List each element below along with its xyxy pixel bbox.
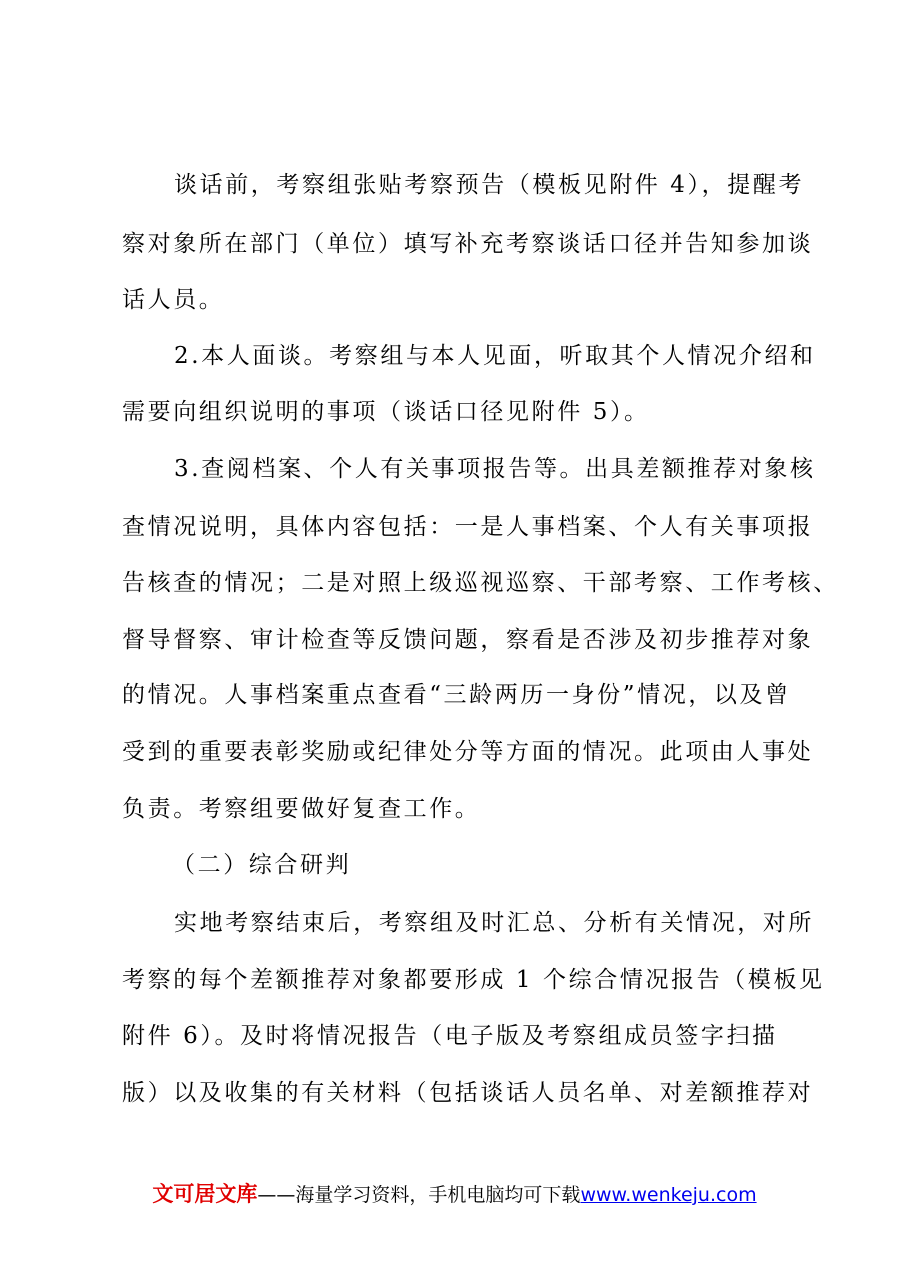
footer-website-link[interactable]: www.wenkeju.com (580, 1184, 757, 1206)
paragraph-line: 实地考察结束后，考察组及时汇总、分析有关情况，对所 (174, 910, 814, 936)
paragraph-line: 附件 6）。及时将情况报告（电子版及考察组成员签字扫描 (122, 1023, 778, 1049)
footer-brand: 文可居文库 (152, 1182, 258, 1206)
paragraph-line: 话人员。 (122, 287, 225, 313)
paragraph-line: 察对象所在部门（单位）填写补充考察谈话口径并告知参加谈 (122, 231, 814, 257)
footer-tagline: ——海量学习资料，手机电脑均可下载 (257, 1184, 581, 1206)
paragraph-line: 谈话前，考察组张贴考察预告（模板见附件 4），提醒考 (174, 172, 805, 198)
paragraph-line: 查情况说明，具体内容包括：一是人事档案、个人有关事项报 (122, 514, 814, 540)
footer-banner (0, 1182, 909, 1207)
paragraph-line: 考察的每个差额推荐对象都要形成 1 个综合情况报告（模板见 (122, 967, 825, 993)
section-heading: （二）综合研判 (172, 852, 352, 878)
paragraph-line: 负责。考察组要做好复查工作。 (122, 796, 481, 822)
paragraph-line: 督导督察、审计检查等反馈问题，察看是否涉及初步推荐对象 (122, 627, 814, 653)
paragraph-line: 的情况。人事档案重点查看“三龄两历一身份”情况，以及曾 (122, 682, 791, 708)
paragraph-line: 需要向组织说明的事项（谈话口径见附件 5）。 (122, 399, 650, 425)
paragraph-line: 告核查的情况；二是对照上级巡视巡察、干部考察、工作考核、 (122, 570, 839, 596)
paragraph-line: 受到的重要表彰奖励或纪律处分等方面的情况。此项由人事处 (122, 739, 814, 765)
paragraph-line: 版）以及收集的有关材料（包括谈话人员名单、对差额推荐对 (122, 1080, 814, 1106)
paragraph-line: 2.本人面谈。考察组与本人见面，听取其个人情况介绍和 (174, 343, 816, 369)
paragraph-line: 3.查阅档案、个人有关事项报告等。出具差额推荐对象核 (174, 456, 816, 482)
